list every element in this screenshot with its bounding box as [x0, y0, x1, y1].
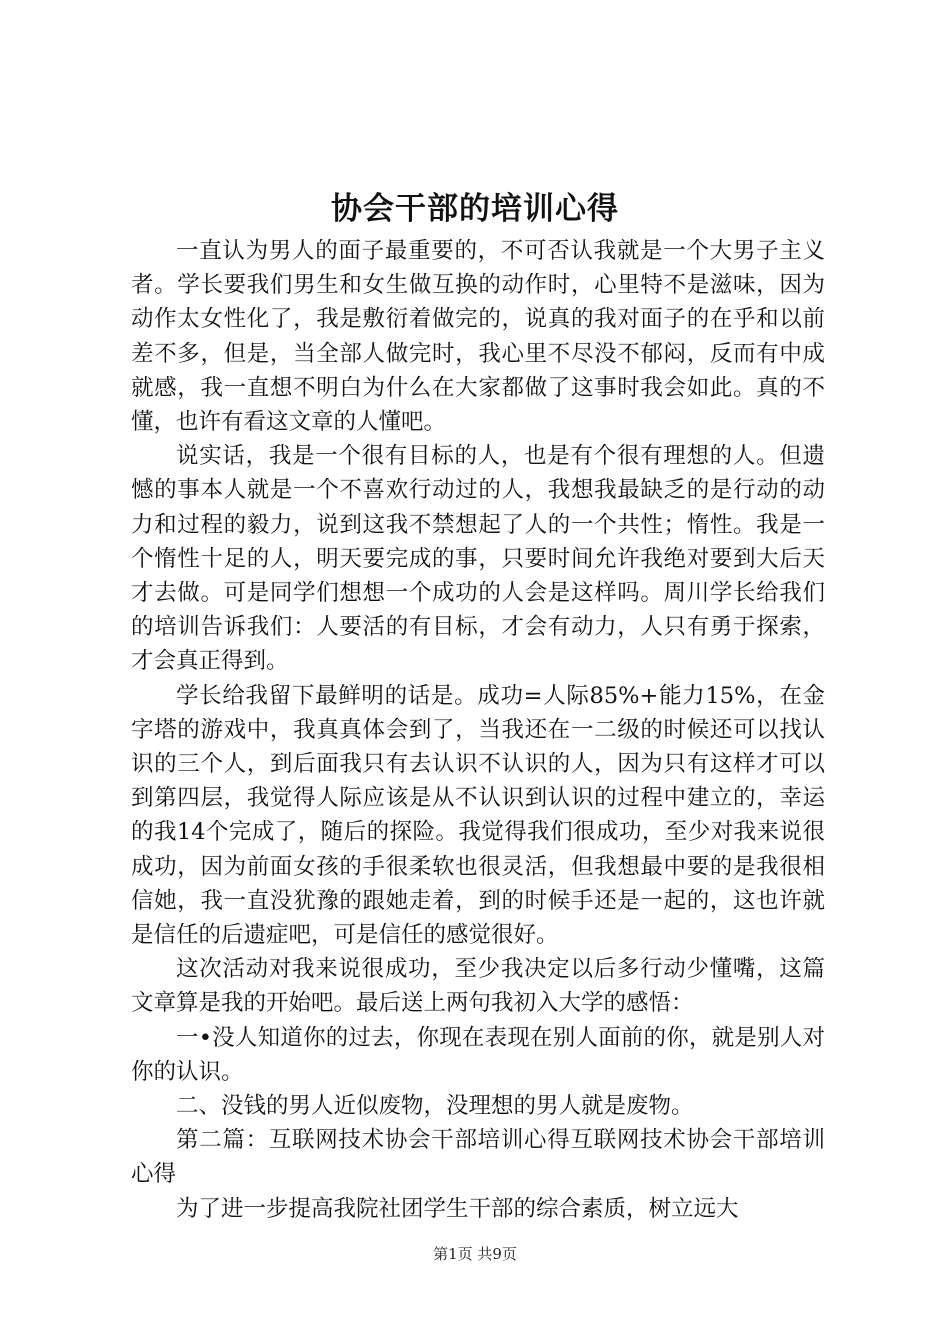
paragraph: 这次活动对我来说很成功，至少我决定以后多行动少懂嘴，这篇文章算是我的开始吧。最后送上两句我初入大学的感悟：: [131, 956, 825, 1017]
paragraph: 为了进一步提高我院社团学生干部的综合素质，树立远大: [176, 1195, 739, 1222]
document-body: [131, 234, 825, 1226]
paragraph: 第二篇：互联网技术协会干部培训心得互联网技术协会干部培训心得: [131, 1127, 825, 1188]
page-number-footer: 第1页 共9页: [433, 1245, 517, 1263]
paragraph: 一•没人知道你的过去，你现在表现在别人面前的你，就是别人对你的认识。: [131, 1024, 825, 1085]
paragraph: 学长给我留下最鲜明的话是。成功=人际85%+能力15%，在金字塔的游戏中，我真真体会到了，当我还在一二级的时候还可以找认识的三个人，到后面我只有去认识不认识的人，因为只有这样才可以到第四层，我觉得人际应该是从不认识到认识的过程中建立的，幸运的我14个完成了，随后的探险。我觉得我们很成功，至少对我来说很成功，因为前面女孩的手很柔软也很灵活，但我想最中要的是我很相信她，我一直没犹豫的跟她走着，到的时候手还是一起的，这也许就是信任的后遗症吧，可是信任的感觉很好。: [131, 682, 825, 949]
paragraph: 一直认为男人的面子最重要的，不可否认我就是一个大男子主义者。学长要我们男生和女生做互换的动作时，心里特不是滋味，因为动作太女性化了，我是敷衍着做完的，说真的我对面子的在乎和以前差不多，但是，当全部人做完时，我心里不尽没不郁闷，反而有中成就感，我一直想不明白为什么在大家都做了这事时我会如此。真的不懂，也许有看这文章的人懂吧。: [131, 238, 825, 436]
paragraph: 二、没钱的男人近似废物，没理想的男人就是废物。: [176, 1093, 694, 1120]
document-title: 协会干部的培训心得: [331, 191, 619, 227]
paragraph: 说实话，我是一个很有目标的人，也是有个很有理想的人。但遗憾的事本人就是一个不喜欢行动过的人，我想我最缺乏的是行动的动力和过程的毅力，说到这我不禁想起了人的一个共性；惰性。我是一个惰性十足的人，明天要完成的事，只要时间允许我绝对要到大后天才去做。可是同学们想想一个成功的人会是这样吗。周川学长给我们的培训告诉我们：人要活的有目标，才会有动力，人只有勇于探索，才会真正得到。: [131, 443, 825, 675]
